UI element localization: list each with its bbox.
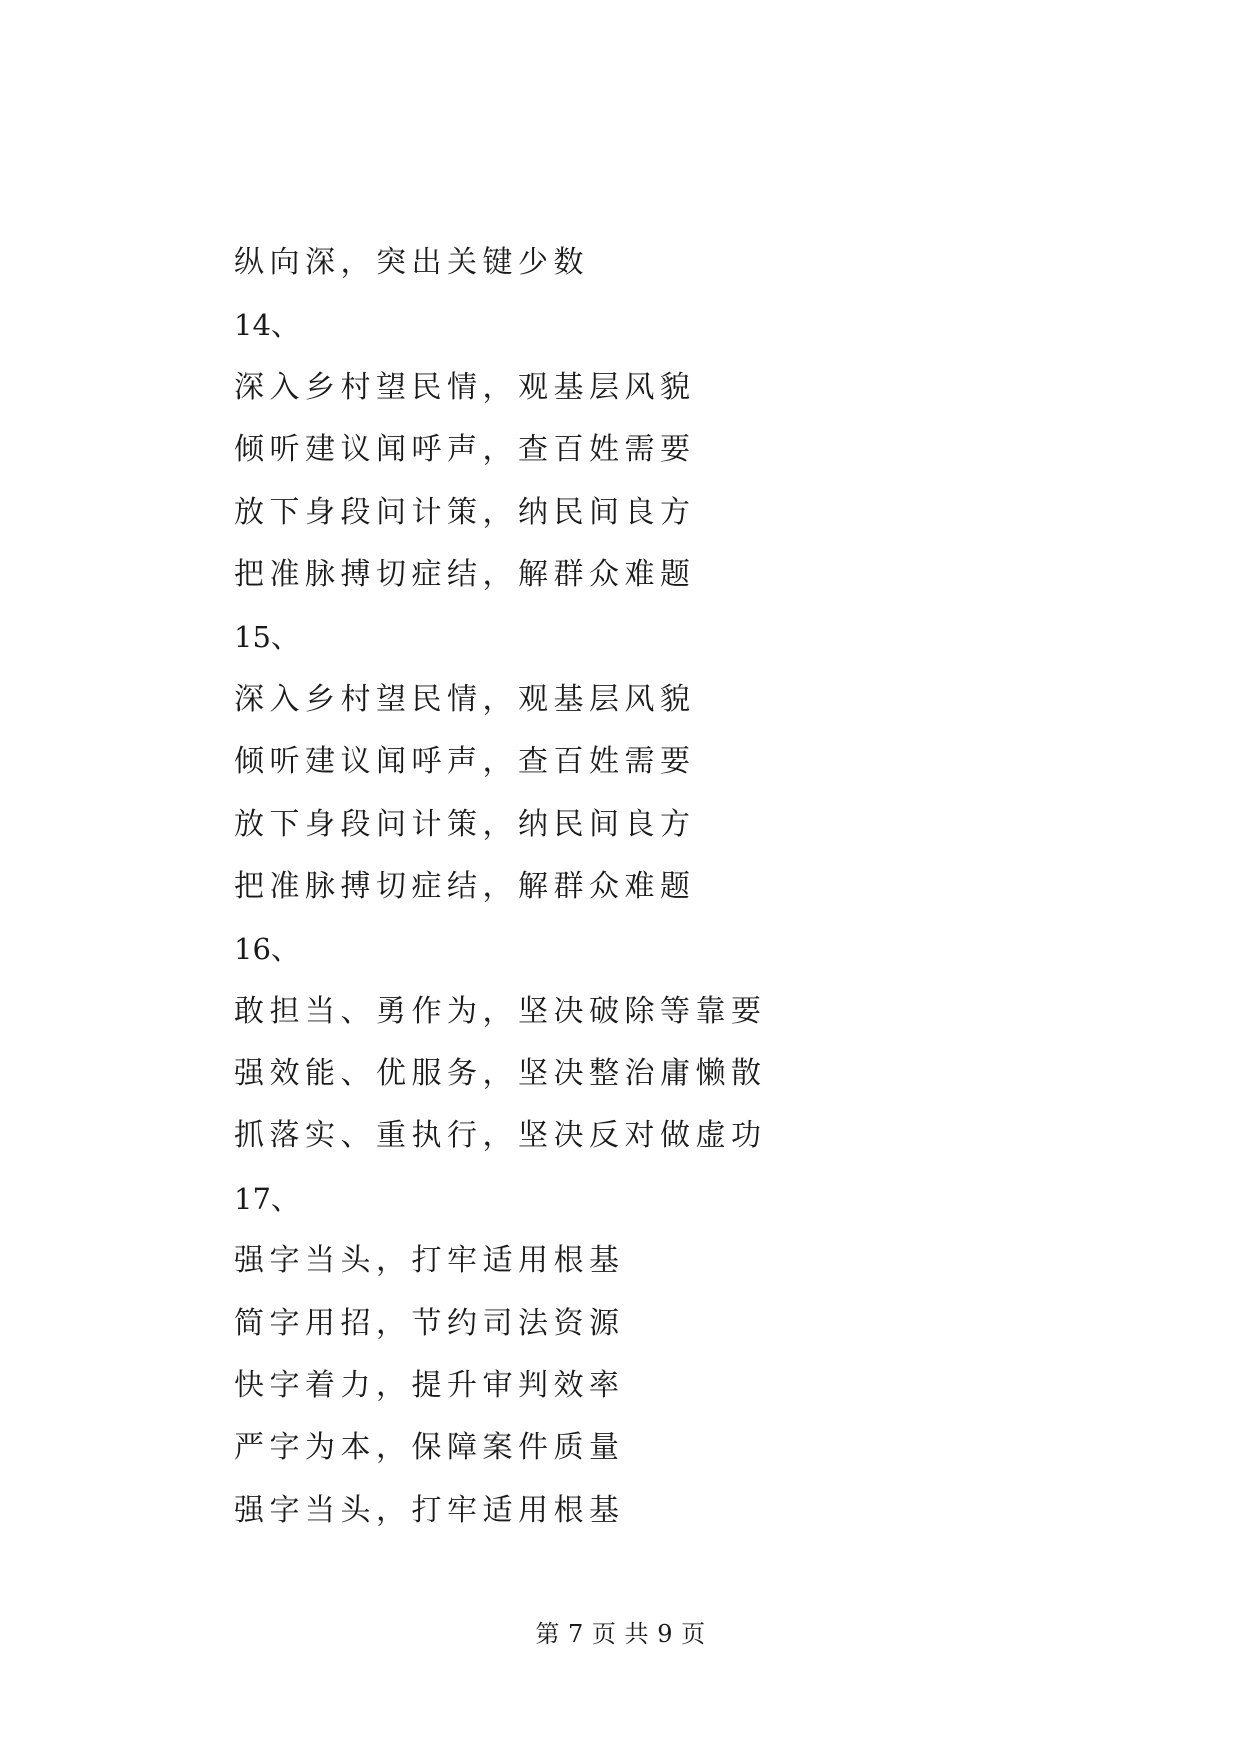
text-line: 倾听建议闻呼声，查百姓需要 — [234, 432, 696, 468]
page-footer: 第 7 页 共 9 页 — [535, 1620, 706, 1648]
text-line: 抓落实、重执行，坚决反对做虚功 — [234, 1118, 767, 1154]
text-line: 快字着力，提升审判效率 — [234, 1368, 625, 1404]
text-line: 放下身段问计策，纳民间良方 — [234, 494, 696, 530]
text-line: 敢担当、勇作为，坚决破除等靠要 — [234, 993, 767, 1029]
item-number: 17、 — [234, 1181, 300, 1216]
text-line: 把准脉搏切症结，解群众难题 — [234, 556, 696, 592]
text-line: 严字为本，保障案件质量 — [234, 1430, 625, 1466]
text-line: 深入乡村望民情，观基层风貌 — [234, 369, 696, 405]
item-number: 14、 — [234, 308, 300, 343]
text-line: 把准脉搏切症结，解群众难题 — [234, 868, 696, 904]
text-line: 放下身段问计策，纳民间良方 — [234, 806, 696, 842]
text-line: 倾听建议闻呼声，查百姓需要 — [234, 744, 696, 780]
text-line: 纵向深，突出关键少数 — [234, 245, 589, 280]
item-number: 16、 — [234, 932, 300, 967]
document-body — [234, 232, 1034, 1542]
text-line: 强字当头，打牢适用根基 — [234, 1492, 625, 1528]
item-number: 15、 — [234, 620, 300, 655]
text-line: 强字当头，打牢适用根基 — [234, 1243, 625, 1279]
text-line: 深入乡村望民情，观基层风貌 — [234, 681, 696, 717]
text-line: 强效能、优服务，坚决整治庸懒散 — [234, 1056, 767, 1092]
text-line: 简字用招，节约司法资源 — [234, 1305, 625, 1341]
